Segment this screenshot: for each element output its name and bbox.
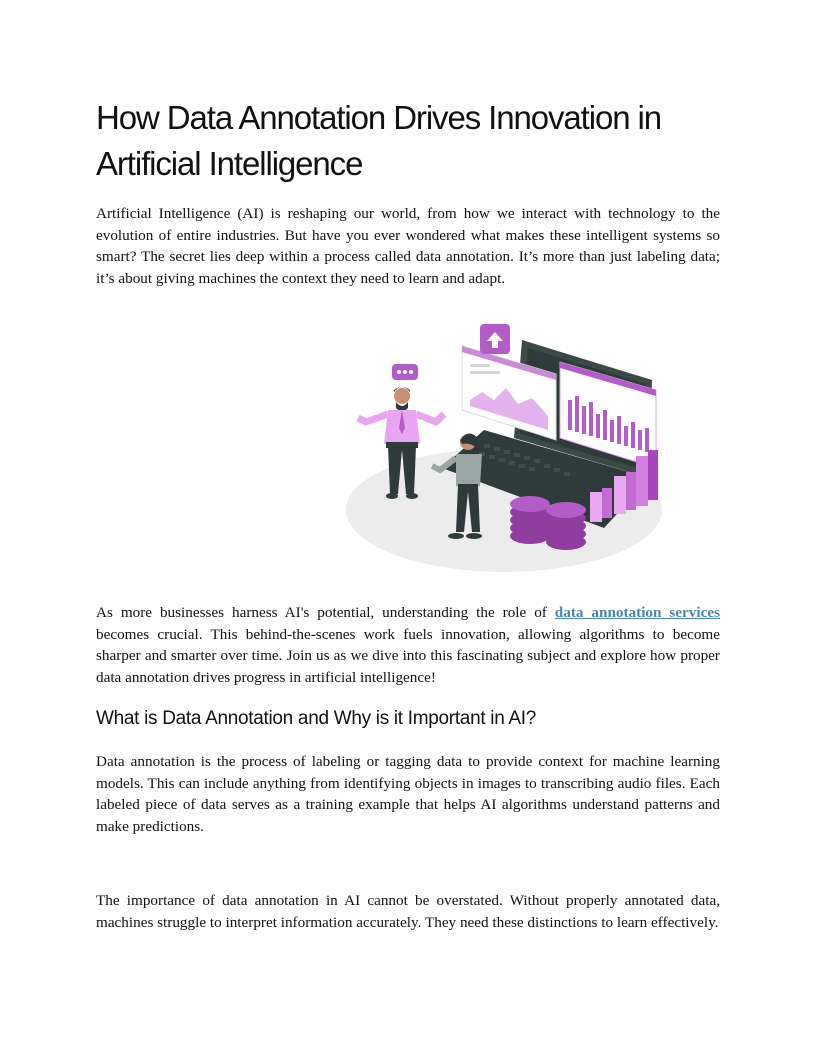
services-paragraph-tail: becomes crucial. This behind-the-scenes work fuels innovation, allowing algorithms to become sharper and smarter over time. Join us as we dive into this fascinating subject and explore how proper data annotation drives progress in artificial intelligence! (96, 625, 720, 686)
definition-paragraph: Data annotation is the process of labeling or tagging data to provide context for machine learning models. This can include anything from identifying objects in images to transcribing audio files. Each labeled piece of data serves as a training example that helps AI algorithms understand patterns and make predictions. (96, 753, 720, 835)
data-annotation-services-link[interactable]: data annotation services (554, 604, 720, 621)
section-heading: What is Data Annotation and Why is it Important in AI? (96, 708, 537, 729)
importance-paragraph: The importance of data annotation in AI cannot be overstated. Without properly annotated data, machines struggle to interpret information accurately. They need these distinctions to learn effectively. (96, 892, 720, 931)
services-paragraph-lead: As more businesses harness AI's potential, understanding the role of (96, 604, 555, 621)
data-analytics-illustration (344, 318, 674, 580)
page-title: How Data Annotation Drives Innovation in Artificial Intelligence (96, 99, 662, 182)
intro-paragraph: Artificial Intelligence (AI) is reshaping our world, from how we interact with technology to the evolution of entire industries. But have you ever wondered what makes these intelligent systems so smart? The secret lies deep within a process called data annotation. It’s more than just labeling data; it’s about giving machines the context they need to learn and adapt. (96, 205, 720, 287)
services-paragraph (96, 602, 720, 688)
